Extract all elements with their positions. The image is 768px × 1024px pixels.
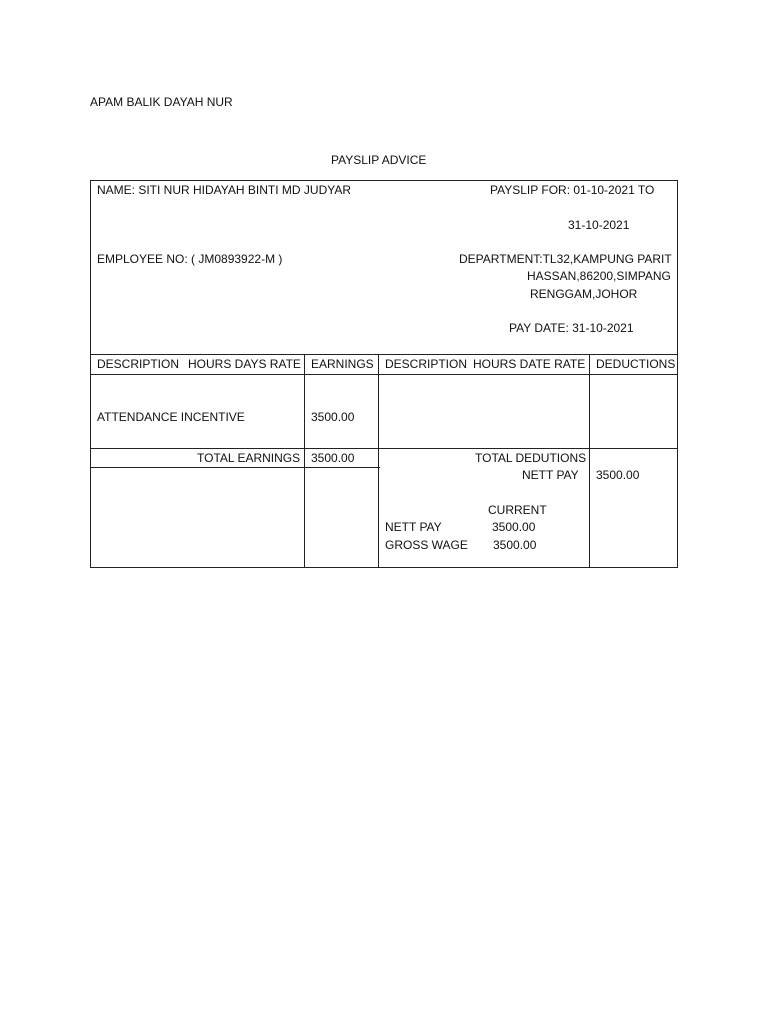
total-earnings-value: 3500.00 bbox=[311, 451, 355, 465]
payslip-period-start: PAYSLIP FOR: 01-10-2021 TO bbox=[490, 183, 655, 197]
earning-item-description: ATTENDANCE INCENTIVE bbox=[97, 410, 245, 424]
column-header-deductions: DEDUCTIONS bbox=[596, 357, 676, 371]
column-divider-deductions bbox=[589, 354, 590, 568]
payslip-period-end: 31-10-2021 bbox=[568, 218, 630, 232]
column-header-earning-description: DESCRIPTION bbox=[97, 357, 180, 371]
page-title: PAYSLIP ADVICE bbox=[331, 153, 427, 167]
column-divider-earnings bbox=[304, 354, 305, 568]
nett-pay-label: NETT PAY bbox=[522, 468, 579, 482]
table-left-border bbox=[90, 180, 91, 568]
company-name: APAM BALIK DAYAH NUR bbox=[90, 95, 233, 109]
department-line-1: DEPARTMENT:TL32,KAMPUNG PARIT bbox=[459, 252, 672, 266]
totals-row-bottom-border-left bbox=[90, 467, 380, 468]
employee-number: EMPLOYEE NO: ( JM0893922-M ) bbox=[97, 252, 283, 266]
pay-date: PAY DATE: 31-10-2021 bbox=[509, 321, 634, 335]
table-top-border bbox=[90, 180, 678, 181]
column-header-earnings: EARNINGS bbox=[311, 357, 374, 371]
employee-name: NAME: SITI NUR HIDAYAH BINTI MD JUDYAR bbox=[97, 183, 352, 197]
department-line-2: HASSAN,86200,SIMPANG bbox=[527, 269, 671, 283]
summary-current-label: CURRENT bbox=[488, 503, 547, 517]
summary-nett-pay-value: 3500.00 bbox=[492, 520, 536, 534]
summary-gross-wage-label: GROSS WAGE bbox=[385, 538, 468, 552]
table-right-border bbox=[677, 180, 678, 568]
total-deductions-label: TOTAL DEDUTIONS bbox=[475, 451, 587, 465]
column-header-earning-hours-days-rate: HOURS DAYS RATE bbox=[188, 357, 301, 371]
total-earnings-label: TOTAL EARNINGS bbox=[197, 451, 301, 465]
summary-nett-pay-label: NETT PAY bbox=[385, 520, 442, 534]
nett-pay-value: 3500.00 bbox=[596, 468, 640, 482]
column-divider-deduction-desc bbox=[378, 354, 379, 568]
earning-item-amount: 3500.00 bbox=[311, 410, 355, 424]
summary-gross-wage-value: 3500.00 bbox=[493, 538, 537, 552]
department-line-3: RENGGAM,JOHOR bbox=[530, 287, 638, 301]
column-header-deduction-hours-date-rate: HOURS DATE RATE bbox=[473, 357, 586, 371]
column-header-deduction-description: DESCRIPTION bbox=[385, 357, 468, 371]
